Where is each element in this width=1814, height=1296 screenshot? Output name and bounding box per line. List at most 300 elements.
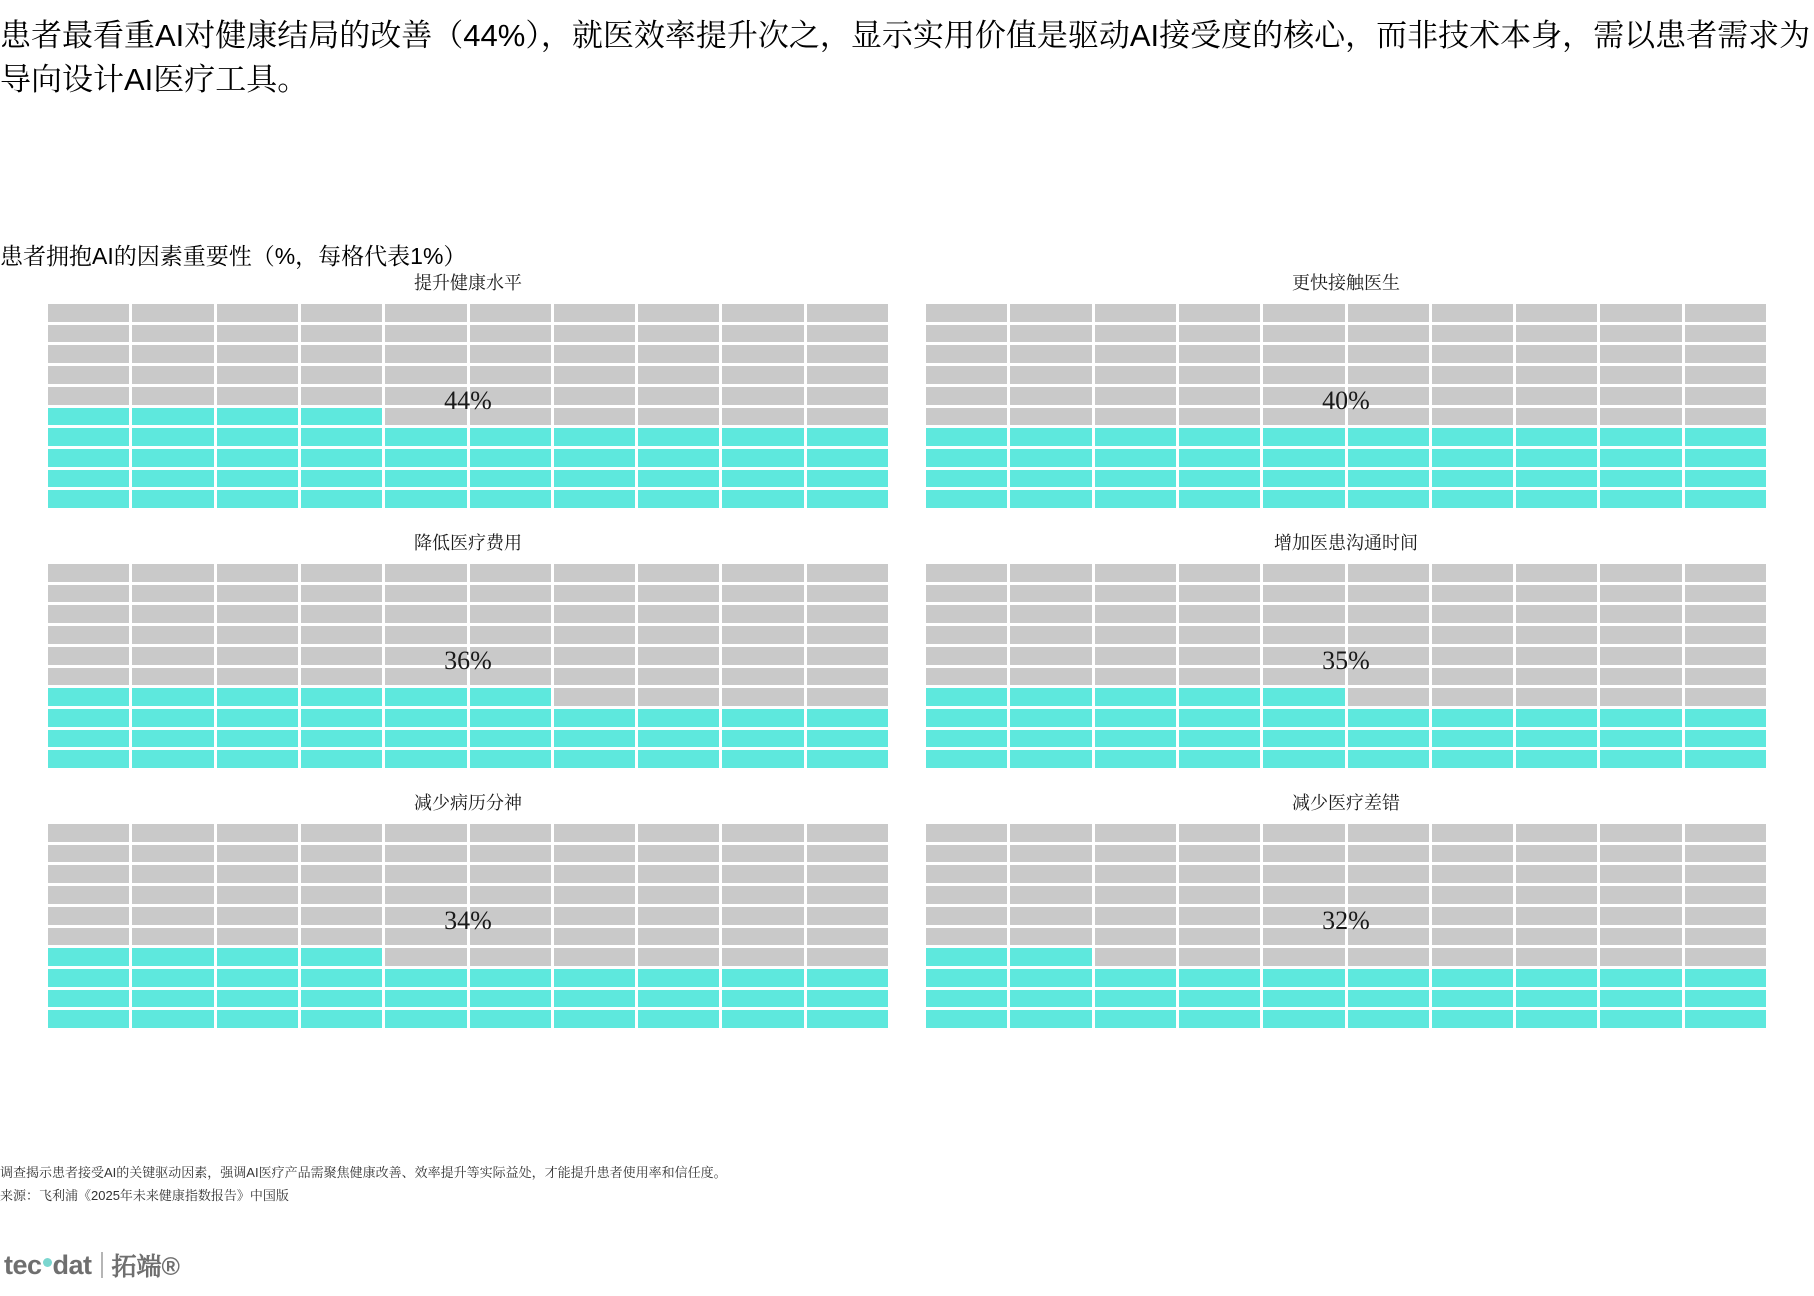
- waffle-cell: [926, 449, 1007, 467]
- waffle-cell: [301, 1010, 382, 1028]
- waffle-cell: [638, 750, 719, 768]
- waffle-cell: [48, 304, 129, 322]
- waffle-cell: [1600, 948, 1681, 966]
- waffle-cell: [554, 626, 635, 644]
- waffle-panel-title-5: 减少医疗差错: [1292, 793, 1400, 813]
- waffle-cell: [470, 490, 551, 508]
- waffle-cell: [1432, 428, 1513, 446]
- waffle-cell: [132, 564, 213, 582]
- waffle-cell: [1263, 750, 1344, 768]
- waffle-cell: [1095, 865, 1176, 883]
- waffle-cell: [1432, 490, 1513, 508]
- waffle-cell: [722, 345, 803, 363]
- waffle-cell: [1263, 948, 1344, 966]
- waffle-cell: [217, 585, 298, 603]
- waffle-chart-5: [926, 824, 1766, 1028]
- page-headline: 患者最看重AI对健康结局的改善（44%），就医效率提升次之，显示实用价值是驱动AI接受度的核心，而非技术本身，需以患者需求为导向设计AI医疗工具。: [0, 18, 1811, 98]
- waffle-cell: [1432, 647, 1513, 665]
- waffle-cell: [1685, 345, 1766, 363]
- waffle-cell: [1432, 605, 1513, 623]
- waffle-cell: [807, 688, 888, 706]
- waffle-panel-5: [926, 792, 1766, 1028]
- waffle-cell: [926, 605, 1007, 623]
- waffle-cell: [1600, 1010, 1681, 1028]
- waffle-cell: [1348, 605, 1429, 623]
- waffle-cell: [301, 428, 382, 446]
- waffle-cell: [1516, 824, 1597, 842]
- waffle-cell: [1600, 969, 1681, 987]
- chart-subtitle: 患者拥抱AI的因素重要性（%，每格代表1%）: [0, 243, 467, 269]
- waffle-cell: [638, 1010, 719, 1028]
- waffle-cell: [132, 709, 213, 727]
- waffle-cell: [554, 730, 635, 748]
- waffle-cell: [1432, 366, 1513, 384]
- waffle-cell: [1600, 750, 1681, 768]
- waffle-cell: [554, 990, 635, 1008]
- waffle-cell: [217, 886, 298, 904]
- waffle-cell: [638, 387, 719, 405]
- waffle-cell: [1010, 948, 1091, 966]
- waffle-cell: [638, 366, 719, 384]
- waffle-cell: [217, 865, 298, 883]
- waffle-cell: [301, 886, 382, 904]
- waffle-cell: [1095, 325, 1176, 343]
- waffle-cell: [1685, 408, 1766, 426]
- waffle-cell: [301, 564, 382, 582]
- waffle-cell: [385, 449, 466, 467]
- waffle-cell: [926, 824, 1007, 842]
- waffle-cell: [1600, 845, 1681, 863]
- waffle-cell: [301, 647, 382, 665]
- waffle-cell: [132, 928, 213, 946]
- waffle-cell: [301, 709, 382, 727]
- footnote-line-1: 调查揭示患者接受AI的关键驱动因素，强调AI医疗产品需聚焦健康改善、效率提升等实际益处，才能提升患者使用率和信任度。: [0, 1165, 727, 1180]
- waffle-cell: [301, 585, 382, 603]
- waffle-cell: [1685, 845, 1766, 863]
- waffle-cell: [722, 366, 803, 384]
- waffle-cell: [1263, 668, 1344, 686]
- waffle-cell: [1516, 907, 1597, 925]
- waffle-cell: [1516, 605, 1597, 623]
- waffle-cell: [132, 387, 213, 405]
- waffle-cell: [48, 585, 129, 603]
- waffle-cell: [638, 428, 719, 446]
- waffle-cell: [1348, 490, 1429, 508]
- waffle-cell: [1432, 688, 1513, 706]
- waffle-cell: [807, 345, 888, 363]
- waffle-cell: [1432, 824, 1513, 842]
- waffle-cell: [1432, 325, 1513, 343]
- waffle-cell: [1432, 709, 1513, 727]
- waffle-cell: [1432, 1010, 1513, 1028]
- waffle-cell: [554, 585, 635, 603]
- waffle-cell: [132, 647, 213, 665]
- waffle-cell: [1516, 688, 1597, 706]
- waffle-cell: [217, 490, 298, 508]
- waffle-cell: [554, 387, 635, 405]
- waffle-cell: [1263, 845, 1344, 863]
- waffle-panel-title-0: 提升健康水平: [414, 273, 522, 293]
- waffle-cell: [470, 886, 551, 904]
- waffle-cell: [385, 626, 466, 644]
- waffle-cell: [132, 865, 213, 883]
- waffle-cell: [1516, 730, 1597, 748]
- waffle-cell: [926, 490, 1007, 508]
- waffle-cell: [1348, 709, 1429, 727]
- waffle-cell: [1685, 886, 1766, 904]
- waffle-cell: [807, 647, 888, 665]
- waffle-cell: [385, 470, 466, 488]
- waffle-cell: [1348, 928, 1429, 946]
- waffle-panel-title-2: 降低医疗费用: [414, 533, 522, 553]
- waffle-cell: [554, 408, 635, 426]
- waffle-cell: [301, 865, 382, 883]
- waffle-cell: [1600, 668, 1681, 686]
- waffle-cell: [1010, 304, 1091, 322]
- waffle-cell: [554, 668, 635, 686]
- waffle-cell: [722, 709, 803, 727]
- waffle-cell: [554, 428, 635, 446]
- waffle-cell: [1348, 969, 1429, 987]
- waffle-cell: [1516, 387, 1597, 405]
- waffle-cell: [1179, 470, 1260, 488]
- waffle-cell: [470, 865, 551, 883]
- waffle-cell: [385, 366, 466, 384]
- waffle-cell: [385, 1010, 466, 1028]
- waffle-cell: [1010, 345, 1091, 363]
- waffle-cell: [554, 948, 635, 966]
- waffle-cell: [470, 325, 551, 343]
- waffle-cell: [1600, 304, 1681, 322]
- footnote-line-2: 来源：飞利浦《2025年未来健康指数报告》中国版: [0, 1187, 289, 1203]
- waffle-cell: [1179, 730, 1260, 748]
- waffle-cell: [1516, 845, 1597, 863]
- waffle-cell: [926, 408, 1007, 426]
- waffle-cell: [1263, 325, 1344, 343]
- waffle-cell: [1010, 449, 1091, 467]
- waffle-cell: [217, 730, 298, 748]
- waffle-cell: [217, 449, 298, 467]
- waffle-cell: [1010, 886, 1091, 904]
- waffle-cell: [722, 688, 803, 706]
- waffle-cell: [722, 490, 803, 508]
- waffle-cell: [1010, 990, 1091, 1008]
- waffle-cell: [722, 750, 803, 768]
- waffle-grid-3: [926, 564, 1766, 768]
- waffle-cell: [1600, 470, 1681, 488]
- waffle-cell: [807, 709, 888, 727]
- waffle-cell: [1179, 564, 1260, 582]
- waffle-cell: [301, 605, 382, 623]
- waffle-cell: [217, 626, 298, 644]
- waffle-cell: [1010, 845, 1091, 863]
- waffle-cell: [48, 709, 129, 727]
- waffle-cell: [1179, 585, 1260, 603]
- waffle-cell: [301, 948, 382, 966]
- waffle-cell: [1095, 345, 1176, 363]
- waffle-cell: [807, 907, 888, 925]
- waffle-cell: [1348, 688, 1429, 706]
- waffle-value-label-5: 32%: [1322, 906, 1370, 935]
- waffle-cell: [385, 605, 466, 623]
- waffle-cell: [1516, 585, 1597, 603]
- waffle-cell: [1179, 325, 1260, 343]
- waffle-cell: [385, 647, 466, 665]
- waffle-cell: [1685, 990, 1766, 1008]
- waffle-cell: [638, 948, 719, 966]
- waffle-cell: [1095, 750, 1176, 768]
- waffle-cell: [554, 969, 635, 987]
- waffle-cell: [1432, 907, 1513, 925]
- waffle-cell: [1263, 408, 1344, 426]
- waffle-cell: [1432, 845, 1513, 863]
- waffle-cell: [1432, 470, 1513, 488]
- waffle-cell: [638, 709, 719, 727]
- waffle-cell: [301, 907, 382, 925]
- waffle-cell: [807, 449, 888, 467]
- waffle-cell: [926, 647, 1007, 665]
- waffle-cell: [926, 366, 1007, 384]
- waffle-cell: [638, 907, 719, 925]
- waffle-cell: [1600, 907, 1681, 925]
- waffle-cell: [1600, 387, 1681, 405]
- waffle-cell: [1685, 969, 1766, 987]
- waffle-cell: [1010, 969, 1091, 987]
- waffle-cell: [217, 345, 298, 363]
- logo-dot-icon: [43, 1258, 52, 1267]
- waffle-cell: [1263, 366, 1344, 384]
- waffle-cell: [1516, 366, 1597, 384]
- waffle-cell: [638, 470, 719, 488]
- waffle-cell: [1432, 750, 1513, 768]
- waffle-cell: [926, 304, 1007, 322]
- waffle-cell: [1179, 647, 1260, 665]
- waffle-cell: [470, 605, 551, 623]
- waffle-cell: [301, 824, 382, 842]
- waffle-cell: [554, 907, 635, 925]
- waffle-cell: [1010, 688, 1091, 706]
- waffle-cell: [926, 1010, 1007, 1028]
- waffle-cell: [638, 626, 719, 644]
- waffle-cell: [1010, 709, 1091, 727]
- waffle-cell: [1685, 668, 1766, 686]
- waffle-cell: [1432, 865, 1513, 883]
- waffle-cell: [554, 1010, 635, 1028]
- waffle-cell: [132, 366, 213, 384]
- waffle-cell: [1685, 304, 1766, 322]
- waffle-cell: [470, 304, 551, 322]
- waffle-cell: [722, 585, 803, 603]
- waffle-cell: [807, 886, 888, 904]
- waffle-cell: [638, 886, 719, 904]
- waffle-cell: [1348, 730, 1429, 748]
- waffle-cell: [1179, 845, 1260, 863]
- waffle-cell: [1179, 928, 1260, 946]
- waffle-cell: [301, 626, 382, 644]
- waffle-cell: [638, 990, 719, 1008]
- waffle-cell: [470, 948, 551, 966]
- waffle-panel-title-4: 减少病历分神: [414, 793, 522, 813]
- waffle-cell: [638, 585, 719, 603]
- waffle-cell: [48, 845, 129, 863]
- waffle-cell: [722, 824, 803, 842]
- waffle-cell: [638, 605, 719, 623]
- waffle-cell: [217, 928, 298, 946]
- waffle-cell: [217, 709, 298, 727]
- waffle-cell: [1432, 408, 1513, 426]
- waffle-cell: [807, 325, 888, 343]
- waffle-cell: [638, 490, 719, 508]
- waffle-cell: [470, 668, 551, 686]
- waffle-cell: [1179, 750, 1260, 768]
- waffle-cell: [722, 886, 803, 904]
- waffle-cell: [807, 824, 888, 842]
- waffle-cell: [554, 750, 635, 768]
- waffle-cell: [1263, 969, 1344, 987]
- waffle-cell: [1010, 408, 1091, 426]
- waffle-cell: [385, 428, 466, 446]
- waffle-cell: [1095, 990, 1176, 1008]
- waffle-cell: [48, 1010, 129, 1028]
- waffle-cell: [132, 345, 213, 363]
- waffle-cell: [217, 969, 298, 987]
- waffle-cell: [722, 647, 803, 665]
- waffle-cell: [385, 490, 466, 508]
- waffle-cell: [722, 948, 803, 966]
- waffle-cell: [1179, 490, 1260, 508]
- waffle-cell: [638, 564, 719, 582]
- waffle-cell: [1600, 490, 1681, 508]
- waffle-cell: [1685, 907, 1766, 925]
- waffle-cell: [301, 325, 382, 343]
- waffle-grid-4: [48, 824, 888, 1028]
- waffle-cell: [1685, 948, 1766, 966]
- waffle-cell: [722, 626, 803, 644]
- waffle-cell: [1010, 470, 1091, 488]
- waffle-cell: [301, 928, 382, 946]
- waffle-cell: [132, 668, 213, 686]
- waffle-cell: [1685, 824, 1766, 842]
- waffle-cell: [301, 969, 382, 987]
- waffle-cell: [926, 345, 1007, 363]
- waffle-cell: [1516, 449, 1597, 467]
- waffle-cell: [638, 969, 719, 987]
- waffle-cell: [1179, 304, 1260, 322]
- waffle-cell: [470, 470, 551, 488]
- waffle-chart-0: [48, 304, 888, 508]
- waffle-cell: [1179, 668, 1260, 686]
- waffle-cell: [1095, 668, 1176, 686]
- waffle-cell: [301, 490, 382, 508]
- waffle-cell: [638, 845, 719, 863]
- waffle-cell: [807, 730, 888, 748]
- waffle-panel-0: [48, 272, 888, 508]
- waffle-cell: [470, 969, 551, 987]
- waffle-cell: [48, 428, 129, 446]
- waffle-cell: [554, 345, 635, 363]
- waffle-cell: [1263, 730, 1344, 748]
- waffle-cell: [1179, 408, 1260, 426]
- waffle-cell: [1179, 605, 1260, 623]
- waffle-cell: [385, 865, 466, 883]
- waffle-cell: [48, 688, 129, 706]
- waffle-cell: [1432, 626, 1513, 644]
- waffle-chart-4: [48, 824, 888, 1028]
- waffle-cell: [722, 564, 803, 582]
- waffle-cell: [132, 449, 213, 467]
- waffle-cell: [1685, 626, 1766, 644]
- waffle-cell: [1263, 470, 1344, 488]
- waffle-cell: [1432, 564, 1513, 582]
- waffle-cell: [807, 428, 888, 446]
- waffle-cell: [1516, 886, 1597, 904]
- waffle-cell: [1516, 865, 1597, 883]
- waffle-cell: [1179, 907, 1260, 925]
- waffle-cell: [1600, 647, 1681, 665]
- waffle-cell: [1095, 907, 1176, 925]
- waffle-cell: [1095, 845, 1176, 863]
- waffle-cell: [1685, 449, 1766, 467]
- waffle-cell: [48, 928, 129, 946]
- waffle-cell: [1010, 605, 1091, 623]
- waffle-cell: [1095, 928, 1176, 946]
- waffle-cell: [1095, 585, 1176, 603]
- waffle-cell: [48, 626, 129, 644]
- waffle-cell: [1600, 345, 1681, 363]
- waffle-cell: [807, 408, 888, 426]
- waffle-cell: [1348, 647, 1429, 665]
- waffle-cell: [385, 907, 466, 925]
- waffle-cell: [217, 948, 298, 966]
- waffle-cell: [1095, 387, 1176, 405]
- waffle-cell: [1348, 449, 1429, 467]
- waffle-cell: [807, 990, 888, 1008]
- waffle-cell: [132, 605, 213, 623]
- waffle-cell: [1263, 304, 1344, 322]
- waffle-panel-4: [48, 792, 888, 1028]
- waffle-cell: [132, 907, 213, 925]
- waffle-panel-2: [48, 532, 888, 768]
- waffle-cell: [1095, 709, 1176, 727]
- waffle-cell: [1516, 948, 1597, 966]
- waffle-cell: [1348, 1010, 1429, 1028]
- waffle-cell: [132, 325, 213, 343]
- waffle-cell: [1348, 408, 1429, 426]
- waffle-cell: [385, 750, 466, 768]
- waffle-cell: [385, 845, 466, 863]
- waffle-cell: [1263, 345, 1344, 363]
- waffle-cell: [48, 907, 129, 925]
- waffle-cell: [926, 564, 1007, 582]
- waffle-cell: [217, 387, 298, 405]
- waffle-cell: [1432, 449, 1513, 467]
- waffle-cell: [470, 564, 551, 582]
- waffle-cell: [1095, 969, 1176, 987]
- waffle-cell: [1179, 886, 1260, 904]
- waffle-cell: [1010, 490, 1091, 508]
- waffle-cell: [217, 668, 298, 686]
- waffle-cell: [48, 325, 129, 343]
- waffle-panel-1: [926, 272, 1766, 508]
- waffle-cell: [1600, 865, 1681, 883]
- waffle-cell: [1432, 304, 1513, 322]
- waffle-cell: [926, 730, 1007, 748]
- waffle-cell: [1263, 605, 1344, 623]
- waffle-cell: [638, 647, 719, 665]
- waffle-cell: [217, 605, 298, 623]
- waffle-cell: [1095, 564, 1176, 582]
- waffle-cell: [807, 626, 888, 644]
